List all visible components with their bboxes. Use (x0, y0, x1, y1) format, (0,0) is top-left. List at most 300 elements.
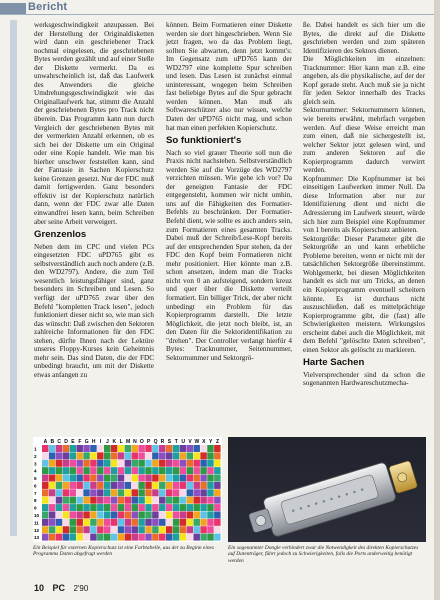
color-cell (104, 467, 110, 474)
color-cell (70, 511, 76, 518)
color-cell (111, 497, 117, 504)
column-letter: Z (216, 439, 220, 445)
color-cell (152, 534, 158, 541)
color-cell (118, 475, 124, 482)
color-cell (104, 504, 110, 511)
color-cell (138, 467, 144, 474)
dongle-illustration (228, 437, 426, 542)
color-cell (159, 489, 165, 496)
color-cell (125, 511, 131, 518)
color-cell (138, 519, 144, 526)
color-cell (111, 445, 117, 452)
color-cell (145, 504, 151, 511)
color-cell (152, 511, 158, 518)
color-cell (200, 460, 206, 467)
color-cell (187, 452, 193, 459)
color-cell (193, 445, 199, 452)
color-cell (138, 460, 144, 467)
color-cell (200, 467, 206, 474)
row-number: 12 (34, 527, 40, 533)
color-cell (180, 445, 186, 452)
row-number: 2 (34, 453, 37, 459)
page-edge (434, 0, 440, 600)
color-cell (90, 475, 96, 482)
color-cell (214, 497, 220, 504)
color-cell (104, 511, 110, 518)
row-number: 13 (34, 535, 40, 541)
paragraph: Die Möglichkeiten im einzelnen: Tracknummer: Hier kann man z.B. eine angeben, als die physikalische, auf der der Kopf gerade steht. Auch muß sie ja nicht für jeden Sektor innerhalb des Tracks gleich sein. (303, 55, 425, 106)
color-cell (214, 526, 220, 533)
color-cell (159, 534, 165, 541)
color-cell (83, 482, 89, 489)
color-cell (187, 467, 193, 474)
color-cell (193, 467, 199, 474)
color-cell (118, 504, 124, 511)
color-cell (125, 467, 131, 474)
color-cell (49, 452, 55, 459)
color-cell (49, 526, 55, 533)
color-cell (76, 467, 82, 474)
color-cell (200, 497, 206, 504)
color-cell (173, 497, 179, 504)
color-cell (138, 526, 144, 533)
color-cell (138, 445, 144, 452)
color-cell (104, 460, 110, 467)
column-letter: E (71, 439, 75, 445)
color-cell (111, 489, 117, 496)
color-cell (104, 489, 110, 496)
color-cell (214, 489, 220, 496)
color-cell (187, 489, 193, 496)
color-cell (70, 504, 76, 511)
color-cell (145, 460, 151, 467)
color-cell (49, 534, 55, 541)
color-cell (207, 475, 213, 482)
color-cell (145, 482, 151, 489)
color-cell (49, 504, 55, 511)
color-cell (90, 504, 96, 511)
color-cell (104, 526, 110, 533)
color-cell (166, 475, 172, 482)
color-cell (152, 497, 158, 504)
column-letter: R (160, 439, 165, 445)
color-cell (118, 445, 124, 452)
color-cell (70, 445, 76, 452)
color-cell (97, 497, 103, 504)
column-letter: Q (153, 439, 158, 445)
color-cell (56, 467, 62, 474)
color-cell (42, 460, 48, 467)
color-cell (97, 452, 103, 459)
color-cell (180, 497, 186, 504)
color-cell (63, 467, 69, 474)
color-cell (97, 504, 103, 511)
header-color-block (0, 3, 26, 14)
page-header (0, 0, 440, 16)
color-cell (200, 452, 206, 459)
color-cell (42, 534, 48, 541)
color-cell (214, 482, 220, 489)
color-cell (152, 475, 158, 482)
color-cell (159, 460, 165, 467)
color-cell (180, 460, 186, 467)
color-cell (42, 519, 48, 526)
color-cell (83, 526, 89, 533)
color-cell (187, 526, 193, 533)
dongle-photo (228, 437, 426, 542)
color-cell (97, 482, 103, 489)
color-cell (173, 445, 179, 452)
color-cell (193, 452, 199, 459)
color-cell (76, 497, 82, 504)
color-cell (166, 489, 172, 496)
color-cell (180, 519, 186, 526)
subheading-so-funktionierts: So funktioniert's (166, 135, 242, 147)
color-cell (214, 452, 220, 459)
color-cell (76, 526, 82, 533)
color-cell (180, 475, 186, 482)
color-cell (90, 489, 96, 496)
color-cell (187, 511, 193, 518)
color-cell (200, 511, 206, 518)
color-cell (132, 482, 138, 489)
color-cell (193, 482, 199, 489)
color-cell (56, 482, 62, 489)
color-cell (90, 452, 96, 459)
color-cell (90, 482, 96, 489)
color-cell (83, 511, 89, 518)
color-cell (173, 467, 179, 474)
color-cell (207, 497, 213, 504)
color-cell (145, 475, 151, 482)
color-cell (90, 445, 96, 452)
color-cell (63, 534, 69, 541)
color-cell (56, 511, 62, 518)
color-cell (166, 526, 172, 533)
text-column-2 (166, 21, 292, 362)
color-cell (83, 504, 89, 511)
color-cell (42, 511, 48, 518)
color-cell (70, 497, 76, 504)
column-letter: D (64, 439, 68, 445)
color-cell (104, 519, 110, 526)
color-cell (76, 460, 82, 467)
color-cell (118, 482, 124, 489)
color-cell (56, 475, 62, 482)
color-cell (63, 519, 69, 526)
row-number: 5 (34, 476, 37, 482)
color-cell (111, 534, 117, 541)
color-cell (104, 482, 110, 489)
magazine-logo: PC (52, 583, 65, 593)
section-label: Bericht (28, 1, 68, 13)
color-cell (118, 497, 124, 504)
color-cell (111, 511, 117, 518)
color-cell (132, 534, 138, 541)
color-cell (138, 497, 144, 504)
color-cell (49, 460, 55, 467)
color-cell (42, 475, 48, 482)
color-cell (125, 489, 131, 496)
color-cell (207, 460, 213, 467)
color-cell (49, 467, 55, 474)
color-cell (83, 519, 89, 526)
row-number: 11 (34, 520, 39, 526)
color-cell (132, 460, 138, 467)
color-cell (173, 526, 179, 533)
color-cell (83, 460, 89, 467)
color-cell (207, 445, 213, 452)
row-number: 7 (34, 490, 37, 496)
color-cell (49, 497, 55, 504)
color-cell (159, 475, 165, 482)
color-cell (173, 519, 179, 526)
color-cell (187, 445, 193, 452)
paragraph: werksgeschwindigkeit anzupassen. Bei der Herstellung der Originaldisketten wird dann ein geschriebener Track nochmal eingelesen, die geschriebenen Bytes werden gezählt und auf einer Stelle der Diskette vermerkt. Da es unwahrscheinlich ist, daß das Laufwerk des Anwenders die gleiche Umdrehungsgeschwindigkeit wie das Originallaufwerk hat, stimmt die Anzahl der geschriebenen Bytes pro Track nicht überein. Das Programm kann nun durch Vergleich der geschriebenen Bytes mit der vermerkten Anzahl erkennen, ob es sich bei der Diskette um ein Original oder eine Kopie handelt. Wie man bis hierher unschwer feststellen kann, sind der Fantasie in Sachen Kopierschutz keine Grenzen gesetzt. Nur der FDC muß damit fertigwerden. Ganz besonders effektiv ist der Kopierschutz natürlich dann, wenn der FDC zwar alle Daten einwandfrei lesen kann, beim Schreiben aber seine Arbeit verweigert. (34, 21, 154, 226)
color-cell (97, 460, 103, 467)
color-cell (214, 534, 220, 541)
color-cell (56, 526, 62, 533)
color-cell (83, 497, 89, 504)
color-cell (207, 482, 213, 489)
color-cell (180, 467, 186, 474)
color-cell (49, 475, 55, 482)
color-cell (132, 489, 138, 496)
color-cell (42, 526, 48, 533)
color-cell (97, 475, 103, 482)
color-cell (180, 482, 186, 489)
color-cell (193, 526, 199, 533)
color-cell (180, 504, 186, 511)
color-cell (207, 504, 213, 511)
row-number: 10 (34, 513, 40, 518)
color-cell (138, 534, 144, 541)
column-letter: Y (209, 439, 213, 445)
color-cell (56, 445, 62, 452)
color-cell (63, 482, 69, 489)
color-cell (193, 489, 199, 496)
color-cell (180, 534, 186, 541)
color-cell (173, 504, 179, 511)
paragraph: Kopfnummer: Die Kopfnummer ist bei einseitigen Laufwerken immer Null. Da diese Information aber nur zur Identifizierung dient und nicht die Adressierung im Laufwerk steuert, würde sich hier zum Beispiel eine Kopfnummer von 1 bereits als Kopierschutz anbieten. (303, 174, 425, 235)
color-cell (200, 475, 206, 482)
color-cell (56, 497, 62, 504)
color-cell (207, 511, 213, 518)
color-cell (214, 460, 220, 467)
color-cell (97, 519, 103, 526)
color-cell (187, 534, 193, 541)
row-number: 1 (34, 446, 37, 452)
color-cell (76, 511, 82, 518)
color-cell (42, 482, 48, 489)
color-cell (145, 489, 151, 496)
row-number: 9 (34, 505, 37, 511)
color-cell (56, 489, 62, 496)
color-cell (76, 504, 82, 511)
color-cell (104, 445, 110, 452)
paragraph: Vielversprechender sind da schon die sogenannten Hardwareschutzmecha- (303, 370, 425, 388)
color-cell (63, 511, 69, 518)
color-cell (173, 489, 179, 496)
page-number: 10 (34, 583, 45, 593)
color-cell (173, 534, 179, 541)
color-cell (125, 526, 131, 533)
color-cell (152, 460, 158, 467)
color-cell (166, 460, 172, 467)
column-letter: L (119, 439, 123, 445)
color-cell (173, 511, 179, 518)
color-cell (63, 526, 69, 533)
color-cell (76, 519, 82, 526)
color-cell (63, 504, 69, 511)
color-cell (76, 452, 82, 459)
color-cell (207, 526, 213, 533)
color-cell (145, 467, 151, 474)
color-cell (49, 519, 55, 526)
color-cell (111, 460, 117, 467)
color-cell (138, 511, 144, 518)
color-cell (125, 482, 131, 489)
column-letter: S (167, 439, 172, 445)
color-cell (70, 534, 76, 541)
color-cell (42, 489, 48, 496)
color-cell (214, 475, 220, 482)
color-cell (56, 534, 62, 541)
paragraph: können. Beim Formatieren einer Diskette werden sie dort hingeschrieben. Wenn Sie jetzt fragen, wo da das Problem liegt, sollten Sie abwarten, denn jetzt kommt's: Im Gegensatz zum uPD765 kann der WD2797 eine komplette Spur schreiben und lesen. Das Lesen ist zunächst einmal uninteressant, wogegen beim Schreiben fast beliebige Bytes auf die Spur gebracht werden können. Man muß als Softwareschützer also nur wissen, welche Daten der uPD765 nicht mag, und schon hat man einen perfekten Kopierschutz. (166, 21, 292, 132)
color-cell (180, 452, 186, 459)
color-cell (49, 445, 55, 452)
color-cell (83, 467, 89, 474)
column-letter: M (125, 439, 131, 445)
column-letter: V (188, 439, 192, 445)
color-cell (104, 475, 110, 482)
connector-body (245, 455, 419, 542)
color-cell (76, 482, 82, 489)
color-cell (97, 489, 103, 496)
color-cell (63, 497, 69, 504)
color-cell (63, 445, 69, 452)
color-cell (193, 504, 199, 511)
color-cell (152, 467, 158, 474)
color-cell (193, 497, 199, 504)
color-cell (180, 526, 186, 533)
color-cell (90, 519, 96, 526)
column-letter: A (43, 439, 48, 445)
color-cell (145, 445, 151, 452)
paragraph: ße. Dabei handelt es sich hier um die Bytes, die direkt auf die Diskette geschrieben werden und zum späteren Identifizieren des Sektors dienen. (303, 21, 425, 55)
color-cell (132, 467, 138, 474)
header-rule (0, 14, 440, 15)
color-cell (104, 497, 110, 504)
figure-caption-1: Ein Beispiel für externen Kopierschutz ist eine Farbtabelle, aus der zu Beginn eines Programms Daten abgefragt werden (33, 545, 215, 558)
color-cell (207, 467, 213, 474)
color-cell (111, 452, 117, 459)
color-cell (70, 467, 76, 474)
color-cell (111, 504, 117, 511)
color-cell (193, 534, 199, 541)
color-cell (97, 511, 103, 518)
color-cell (166, 445, 172, 452)
color-cell (152, 482, 158, 489)
color-cell (145, 534, 151, 541)
color-cell (159, 526, 165, 533)
color-cell (118, 511, 124, 518)
color-cell (83, 445, 89, 452)
color-cell (56, 519, 62, 526)
color-cell (159, 511, 165, 518)
color-cell (118, 452, 124, 459)
color-cell (152, 489, 158, 496)
color-cell (166, 511, 172, 518)
color-cell (104, 534, 110, 541)
color-cell (173, 475, 179, 482)
color-cell (152, 526, 158, 533)
color-cell (166, 497, 172, 504)
color-cell (173, 452, 179, 459)
color-cell (104, 452, 110, 459)
color-cell (145, 526, 151, 533)
color-cell (159, 452, 165, 459)
color-cell (152, 504, 158, 511)
color-cell (125, 445, 131, 452)
color-cell (145, 511, 151, 518)
color-cell (76, 445, 82, 452)
color-cell (159, 497, 165, 504)
color-cell (166, 467, 172, 474)
color-cell (193, 519, 199, 526)
color-cell (125, 534, 131, 541)
color-cell (166, 452, 172, 459)
color-cell (166, 534, 172, 541)
color-cell (125, 497, 131, 504)
color-cell (76, 489, 82, 496)
color-cell (159, 504, 165, 511)
color-cell (187, 497, 193, 504)
color-cell (70, 482, 76, 489)
color-cell (97, 467, 103, 474)
color-cell (138, 504, 144, 511)
column-letter: B (50, 439, 55, 445)
color-cell (49, 482, 55, 489)
color-cell (193, 460, 199, 467)
column-letter: W (194, 439, 200, 445)
color-cell (70, 519, 76, 526)
color-cell (173, 482, 179, 489)
color-cell (207, 519, 213, 526)
color-cell (76, 475, 82, 482)
color-cell (132, 475, 138, 482)
color-cell (214, 519, 220, 526)
color-cell (111, 482, 117, 489)
color-cell (200, 534, 206, 541)
color-cell (193, 475, 199, 482)
color-cell (193, 511, 199, 518)
row-number: 6 (34, 483, 37, 489)
column-letter: U (181, 439, 185, 445)
color-cell (118, 519, 124, 526)
column-letter: J (106, 439, 109, 445)
color-cell (42, 497, 48, 504)
color-cell (118, 467, 124, 474)
color-cell (132, 504, 138, 511)
color-cell (138, 452, 144, 459)
column-letter: C (57, 439, 62, 445)
row-number: 4 (34, 468, 37, 474)
color-cell (152, 445, 158, 452)
color-cell (166, 482, 172, 489)
color-cell (166, 504, 172, 511)
color-cell (207, 489, 213, 496)
